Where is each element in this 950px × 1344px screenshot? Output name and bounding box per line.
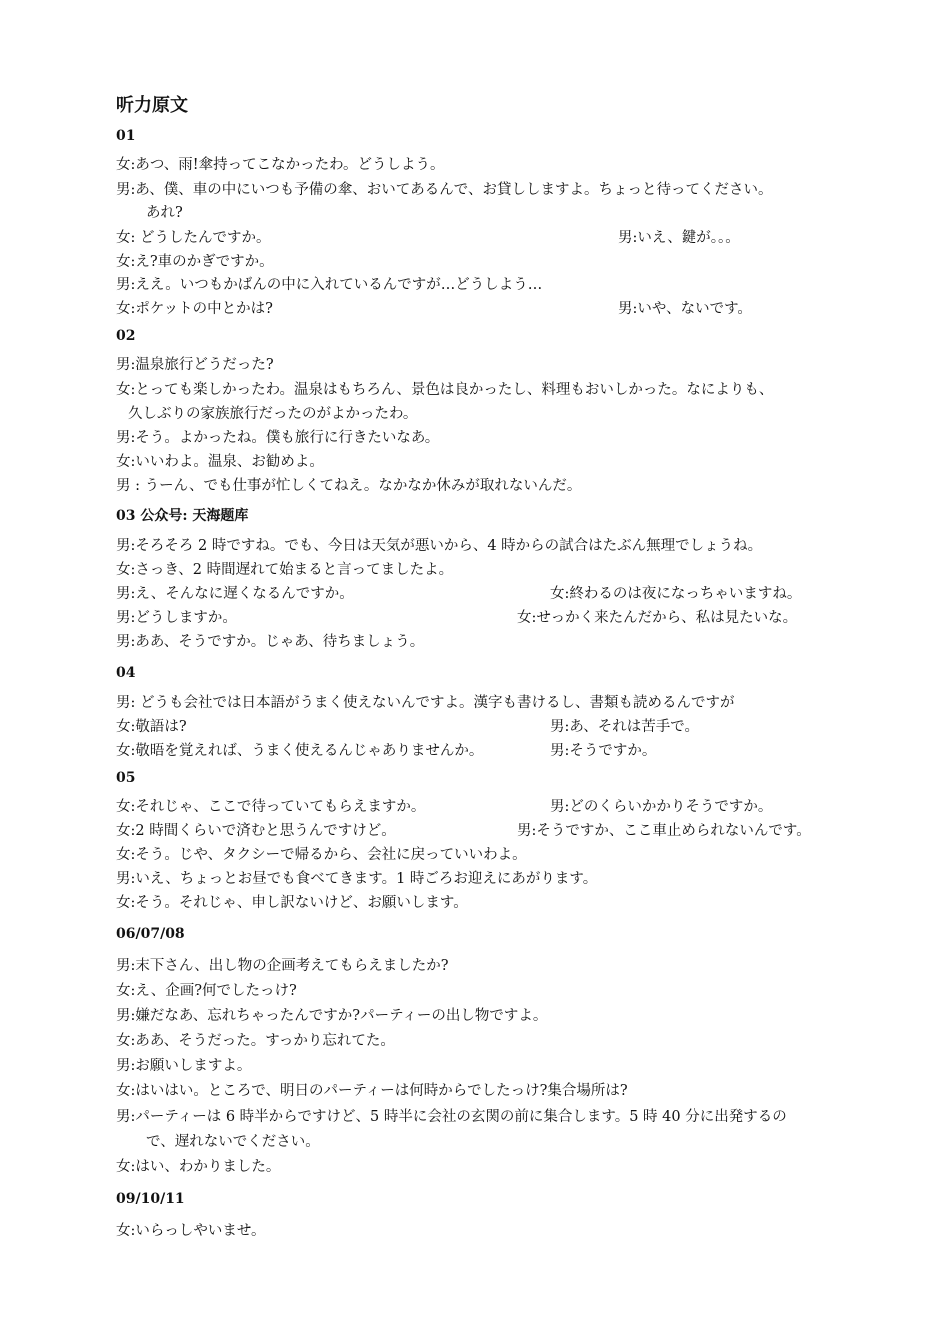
dialogue-line: 男:そうですか、ここ車止められないんです。: [517, 823, 811, 839]
dialogue-line: 男:そう。よかったね。僕も旅行に行きたいなあ。: [116, 430, 440, 446]
dialogue-line: 男:ええ。いつもかばんの中に入れているんですが…どうしよう…: [116, 277, 543, 293]
dialogue-line: 女:いらっしやいませ。: [116, 1223, 266, 1239]
dialogue-line: 女:ポケットの中とかは?: [116, 301, 273, 317]
dialogue-line: 男: どうも会社では日本語がうまく使えないんですよ。漢字も書けるし、書類も読めるんですが: [116, 695, 735, 711]
dialogue-line: 男:いえ、ちょっとお昼でも食べてきます。1 時ごろお迎えにあがります。: [116, 871, 598, 887]
dialogue-line: 女:あつ、雨!傘持ってこなかったわ。どうしよう。: [116, 157, 445, 173]
dialogue-line: 男:パーティーは 6 時半からですけど、5 時半に会社の玄関の前に集合します。5 時 40 分に出発するの: [116, 1109, 787, 1125]
section-label: 06/07/08: [116, 926, 185, 942]
dialogue-line: 女:そう。じや、タクシーで帰るから、会社に戻っていいわよ。: [116, 847, 527, 863]
dialogue-line: 女: どうしたんですか。: [116, 230, 271, 246]
dialogue-line: 男:温泉旅行どうだった?: [116, 357, 274, 373]
dialogue-line: 男:お願いしますよ。: [116, 1058, 252, 1074]
dialogue-line: 男:あ、僕、車の中にいつも予備の傘、おいてあるんで、お貸ししますよ。ちょっと待ってください。: [116, 182, 773, 198]
dialogue-line: 女:いいわよ。温泉、お勧めよ。: [116, 454, 324, 470]
dialogue-line: 男:そろそろ 2 時ですね。でも、今日は天気が悪いから、4 時からの試合はたぶん無理でしょうね。: [116, 538, 763, 554]
dialogue-line: 女:敬語は?: [116, 719, 187, 735]
dialogue-line: 女:はい、わかりました。: [116, 1159, 281, 1175]
dialogue-line: 女:せっかく来たんだから、私は見たいな。: [517, 610, 798, 626]
section-label: 03 公众号: 天海题库: [116, 508, 249, 524]
dialogue-line: 男:嫌だなあ、忘れちゃったんですか?パーティーの出し物ですよ。: [116, 1008, 548, 1024]
dialogue-line: 男:どのくらいかかりそうですか。: [550, 799, 773, 815]
dialogue-line: 男:どうしますか。: [116, 610, 237, 626]
dialogue-line-continuation: で、遅れないでください。: [146, 1134, 320, 1150]
section-label: 04: [116, 665, 136, 681]
dialogue-line: 女:敬晤を覚えれば、うまく使えるんじゃありませんか。: [116, 743, 484, 759]
dialogue-line: 男:いや、ないです。: [618, 301, 752, 317]
page-title: 听力原文: [116, 95, 188, 116]
dialogue-line: 男:え、そんなに遅くなるんですか。: [116, 586, 354, 602]
dialogue-line: 男:いえ、鍵が。。。: [618, 230, 740, 246]
section-label: 01: [116, 128, 136, 144]
dialogue-line: 女:さっき、2 時間遅れて始まると言ってましたよ。: [116, 562, 454, 578]
section-label: 09/10/11: [116, 1191, 185, 1207]
dialogue-line: 女:え?車のかぎですか。: [116, 254, 274, 270]
dialogue-line: 男:末下さん、出し物の企画考えてもらえましたか?: [116, 958, 449, 974]
dialogue-line: 女:終わるのは夜になっちゃいますね。: [550, 586, 802, 602]
section-label: 02: [116, 328, 136, 344]
dialogue-line: 女:そう。それじゃ、申し訳ないけど、お願いします。: [116, 895, 468, 911]
dialogue-line: 男:そうですか。: [550, 743, 657, 759]
dialogue-line: 女:2 時間くらいで済むと思うんですけど。: [116, 823, 396, 839]
dialogue-line-continuation: 久しぶりの家族旅行だったのがよかったわ。: [128, 406, 418, 422]
dialogue-line: 女:はいはい。ところで、明日のパーティーは何時からでしたっけ?集合場所は?: [116, 1083, 628, 1099]
section-label: 05: [116, 770, 136, 786]
dialogue-line: 男:あ、それは苦手で。: [550, 719, 700, 735]
dialogue-line: 男 : うーん、でも仕事が忙しくてねえ。なかなか休みが取れないんだ。: [116, 478, 582, 494]
dialogue-line: 女:とっても楽しかったわ。温泉はもちろん、景色は良かったし、料理もおいしかった。なによりも、: [116, 382, 774, 398]
dialogue-line: 女:それじゃ、ここで待っていてもらえますか。: [116, 799, 426, 815]
dialogue-line: 女:ああ、そうだった。すっかり忘れてた。: [116, 1033, 395, 1049]
dialogue-line: 女:え、企画?何でしたっけ?: [116, 983, 297, 999]
dialogue-line: 男:ああ、そうですか。じゃあ、待ちましょう。: [116, 634, 425, 650]
dialogue-line-continuation: あれ?: [146, 205, 183, 221]
